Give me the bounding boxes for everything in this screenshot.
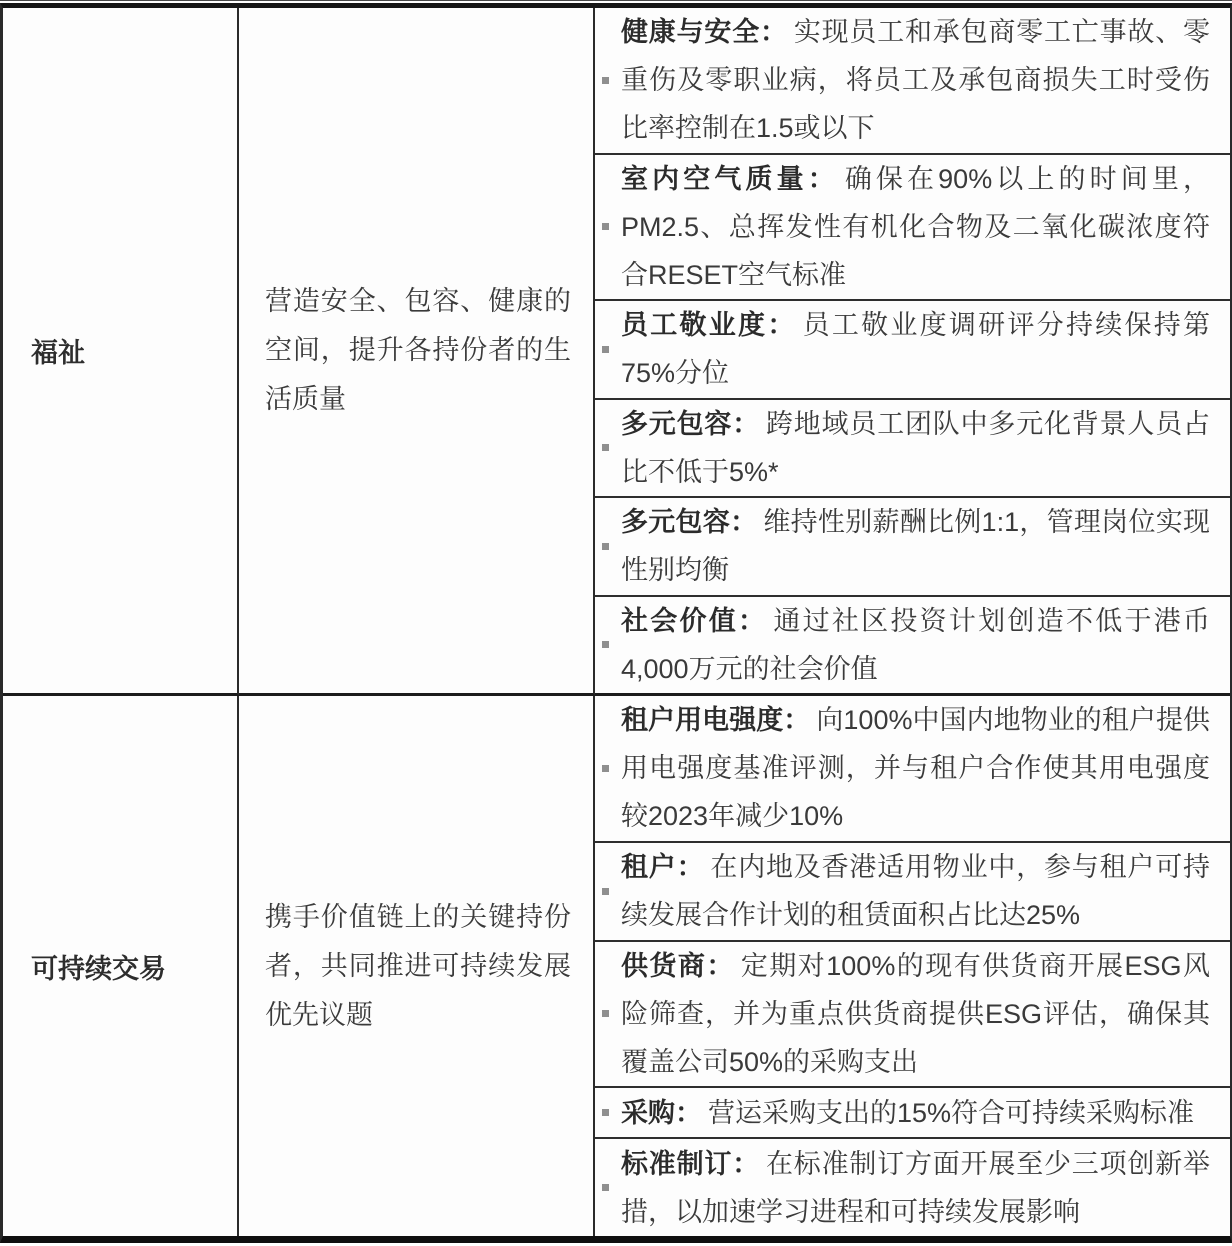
goal-label: 标准制订：: [621, 1148, 760, 1179]
goal-label: 采购：: [621, 1097, 702, 1128]
goal-item-standard-setting: [595, 1139, 1230, 1236]
goal-text: [621, 8, 1230, 152]
description-cell-welfare: [239, 8, 595, 696]
goal-label: 室内空气质量：: [621, 163, 839, 194]
goals-cell-sustainable-transactions: [595, 696, 1230, 1236]
bullet-square-icon: [602, 765, 609, 772]
goal-text: [621, 1140, 1230, 1236]
bullet-square-icon: [602, 444, 609, 451]
goal-body: 定期对100%的现有供货商开展ESG风险筛查，并为重点供货商提供ESG评估，确保其覆盖公司50%的采购支出: [621, 950, 1211, 1077]
goal-label: 租户：: [621, 852, 705, 883]
category-label: 福祉: [31, 338, 85, 368]
description-text: 营造安全、包容、健康的空间，提升各持份者的生活质量: [265, 286, 571, 414]
goal-item-procurement: [595, 1088, 1230, 1139]
goal-text: [621, 843, 1230, 939]
goal-body: 营运采购支出的15%符合可持续采购标准: [708, 1097, 1195, 1128]
goal-label: 社会价值：: [621, 605, 768, 636]
goal-body: 在标准制订方面开展至少三项创新举措，以加速学习进程和可持续发展影响: [621, 1148, 1210, 1227]
bullet-square-icon: [602, 1184, 609, 1191]
bullet-square-icon: [602, 77, 609, 84]
bullet-square-icon: [602, 1109, 609, 1116]
goal-text: [621, 400, 1230, 496]
description-cell-sustainable-transactions: [239, 696, 595, 1236]
goal-body: 确保在90%以上的时间里，PM2.5、总挥发性有机化合物及二氧化碳浓度符合RESET空气标准: [621, 163, 1211, 290]
goals-table-grid: [0, 3, 1232, 1243]
goal-item-indoor-air: [595, 155, 1230, 302]
goal-label: 员工敬业度：: [621, 310, 797, 341]
goal-text: [621, 498, 1230, 594]
goal-text: [621, 301, 1230, 397]
goal-item-suppliers: [595, 942, 1230, 1089]
goal-body: 跨地域员工团队中多元化背景人员占比不低于5%*: [621, 408, 1210, 487]
category-cell-sustainable-transactions: [3, 696, 239, 1236]
goal-body: 向100%中国内地物业的租户提供用电强度基准评测，并与租户合作使其用电强度较2023年减少10%: [621, 705, 1211, 832]
goal-label: 多元包容：: [621, 408, 760, 439]
bullet-square-icon: [602, 641, 609, 648]
bullet-square-icon: [602, 543, 609, 550]
goal-body: 员工敬业度调研评分持续保持第75%分位: [621, 310, 1211, 389]
goals-cell-welfare: [595, 8, 1230, 696]
goal-item-tenants: [595, 843, 1230, 942]
goal-label: 健康与安全：: [621, 17, 788, 48]
category-label: 可持续交易: [31, 953, 166, 984]
goal-item-social-value: [595, 597, 1230, 694]
bullet-square-icon: [602, 223, 609, 230]
goal-text: [621, 696, 1230, 840]
goal-item-diversity-paygap: [595, 498, 1230, 597]
goal-label: 租户用电强度：: [621, 705, 811, 736]
goal-item-tenant-energy: [595, 696, 1230, 843]
goal-label: 多元包容：: [621, 507, 758, 538]
goal-item-engagement: [595, 301, 1230, 400]
goal-text: [621, 597, 1230, 693]
goal-body: 通过社区投资计划创造不低于港币4,000万元的社会价值: [621, 605, 1211, 684]
goal-body: 在内地及香港适用物业中，参与租户可持续发展合作计划的租赁面积占比达25%: [621, 852, 1211, 931]
goal-body: 实现员工和承包商零工亡事故、零重伤及零职业病，将员工及承包商损失工时受伤比率控制在1.5或以下: [621, 17, 1211, 144]
description-text: 携手价值链上的关键持份者，共同推进可持续发展优先议题: [265, 901, 571, 1030]
goal-text: [621, 1089, 1230, 1137]
bullet-square-icon: [602, 1010, 609, 1017]
category-cell-welfare: [3, 8, 239, 696]
goal-text: [621, 155, 1230, 299]
goal-text: [621, 942, 1230, 1086]
goal-label: 供货商：: [621, 950, 735, 981]
goal-item-health-safety: [595, 8, 1230, 155]
top-crop-line: [0, 0, 1232, 1]
bullet-square-icon: [602, 346, 609, 353]
goal-body: 维持性别薪酬比例1:1，管理岗位实现性别均衡: [621, 507, 1210, 586]
bullet-square-icon: [602, 888, 609, 895]
goal-item-diversity-regional: [595, 400, 1230, 499]
